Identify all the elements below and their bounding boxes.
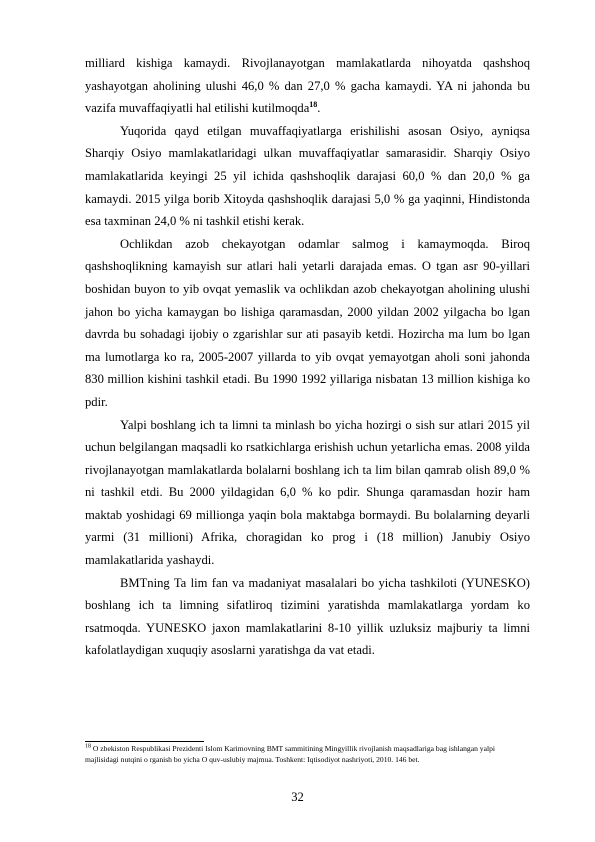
footnote-divider [85, 741, 204, 742]
document-body [85, 52, 530, 662]
paragraph-5: BMTning Ta lim fan va madaniyat masalalari bo yicha tashkiloti (YUNESKO) boshlang ich ta limning sifatliroq tizimini yaratishda mamlakatlarga yordam ko rsatmoqda. YUNESKO jaxon mamlakatlarini 8-10 yillik uzluksiz majburiy ta limni kafolatlaydigan xuquqiy asoslarni yaratishga da vat etadi. [85, 575, 530, 658]
footnote-mark: 18 [85, 743, 91, 750]
paragraph-1-tail: . [317, 101, 321, 116]
paragraph-2: Yuqorida qayd etilgan muvaffaqiyatlarga erishilishi asosan Osiyo, ayniqsa Sharqiy Osiyo mamlakatlaridagi ulkan muvaffaqiyatlar samarasidir. Sharqiy Osiyo mamlakatlarida keyingi 25 yil ichida qashshoqlik darajasi 60,0 % dan 20,0 % ga kamaydi. 2015 yilga borib Xitoyda qashshoqlik darajasi 5,0 % ga yaqinni, Hindistonda esa taxminan 24,0 % ni tashkil etishi kerak. [85, 123, 530, 229]
paragraph-3: Ochlikdan azob chekayotgan odamlar salmog i kamaymoqda. Biroq qashshoqlikning kamayish sur atlari hali yetarli darajada emas. O tgan asr 90-yillari boshidan buyon to yib ovqat yemaslik va ochlikdan azob chekayotgan aholining ulushi jahon bo yicha kamaygan bo lishiga qaramasdan, 2000 yildan 2002 yilgacha bo lgan davrda bu sohadagi ijobiy o zgarishlar sur ati pasayib ketdi. Hozircha ma lum bo lgan ma lumotlarga ko ra, 2005-2007 yillarda to yib ovqat yemayotgan aholi soni jahonda 830 million kishini tashkil etadi. Bu 1990 1992 yillariga nisbatan 13 million kishiga ko pdir. [85, 236, 530, 409]
page-number: 32 [291, 790, 304, 804]
paragraph-1 [85, 52, 530, 120]
footnote-text: O zbekiston Respublikasi Prezidenti Islom Karimovning BMT sammitining Mingyillik rivojlanish maqsadlariga bag ishlangan yalpi majlisidagi nutqini o rganish bo yicha O quv-uslubiy majmua. Toshkent: Iqtisodiyot nashriyoti, 2010. 146 bet. [85, 744, 495, 764]
paragraph-4: Yalpi boshlang ich ta limni ta minlash bo yicha hozirgi o sish sur atlari 2015 yil uchun belgilangan maqsadli ko rsatkichlarga erishish uchun yetarlicha emas. 2008 yilda rivojlanayotgan mamlakatlarda bolalarni boshlang ich ta lim bilan qamrab olish 89,0 % ni tashkil etdi. Bu 2000 yildagidan 6,0 % ko pdir. Shunga qaramasdan hozir ham maktab yoshidagi 69 millionga yaqin bola maktabga bormaydi. Bu bolalarning deyarli yarmi (31 millioni) Afrika, choragidan ko prog i (18 million) Janubiy Osiyo mamlakatlarida yashaydi. [85, 417, 530, 568]
footnote-reference[interactable]: 18 [309, 100, 318, 109]
paragraph-1-text: milliard kishiga kamaydi. Rivojlanayotgan mamlakatlarda nihoyatda qashshoq yashayotgan aholining ulushi 46,0 % dan 27,0 % gacha kamaydi. YA ni jahonda bu vazifa muvaffaqiyatli hal etilishi kutilmoqda [85, 56, 530, 116]
footnote [85, 744, 530, 765]
